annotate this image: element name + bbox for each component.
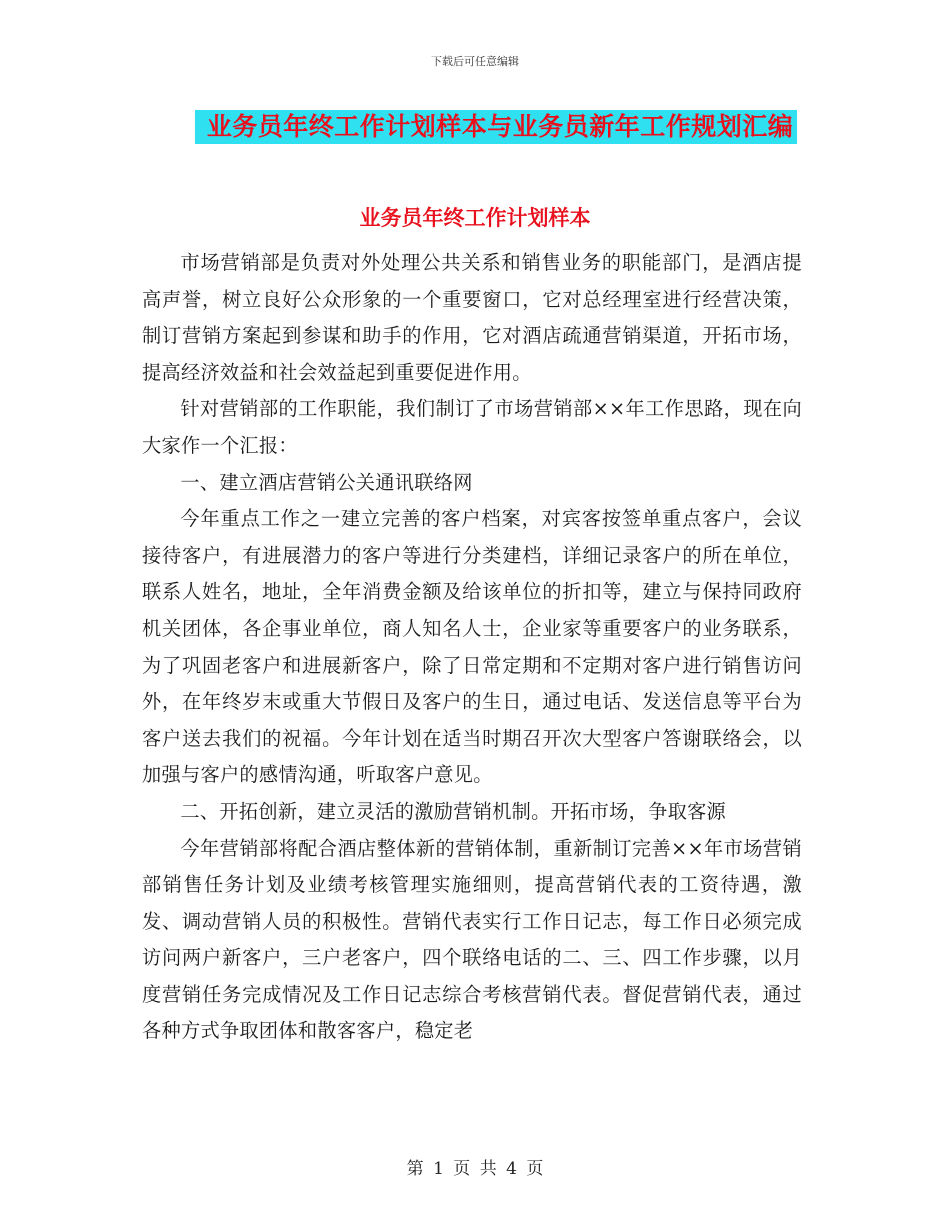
paragraph: 今年营销部将配合酒店整体新的营销体制，重新制订完善××年市场营销部销售任务计划及业绩考核管理实施细则，提高营销代表的工资待遇，激发、调动营销人员的积极性。营销代表实行工作日记志，每工作日必须完成访问两户新客户，三户老客户，四个联络电话的二、三、四工作步骤，以月度营销任务完成情况及工作日记志综合考核营销代表。督促营销代表，通过各种方式争取团体和散客客户，稳定老 — [142, 836, 802, 1043]
main-title-container — [0, 110, 950, 144]
section-title: 业务员年终工作计划样本 — [359, 205, 591, 230]
section-heading: 二、开拓创新，建立灵活的激励营销机制。开拓市场，争取客源 — [180, 799, 727, 823]
paragraph: 针对营销部的工作职能，我们制订了市场营销部××年工作思路，现在向大家作一个汇报： — [142, 397, 802, 457]
section-heading: 一、建立酒店营销公关通讯联络网 — [180, 470, 473, 494]
body-text — [142, 245, 802, 1050]
page-footer: 第 1 页 共 4 页 — [406, 1159, 544, 1179]
paragraph: 市场营销部是负责对外处理公共关系和销售业务的职能部门，是酒店提高声誉，树立良好公众形象的一个重要窗口，它对总经理室进行经营决策，制订营销方案起到参谋和助手的作用，它对酒店疏通营销渠道，开拓市场，提高经济效益和社会效益起到重要促进作用。 — [142, 251, 802, 384]
paragraph: 今年重点工作之一建立完善的客户档案，对宾客按签单重点客户，会议接待客户，有进展潜力的客户等进行分类建档，详细记录客户的所在单位，联系人姓名，地址，全年消费金额及给该单位的折扣等，建立与保持同政府机关团体，各企事业单位，商人知名人士，企业家等重要客户的业务联系，为了巩固老客户和进展新客户，除了日常定期和不定期对客户进行销售访问外，在年终岁末或重大节假日及客户的生日，通过电话、发送信息等平台为客户送去我们的祝福。今年计划在适当时期召开次大型客户答谢联络会，以加强与客户的感情沟通，听取客户意见。 — [142, 507, 802, 787]
main-title: 业务员年终工作计划样本与业务员新年工作规划汇编 — [195, 110, 798, 144]
header-note: 下载后可任意编辑 — [431, 55, 519, 68]
